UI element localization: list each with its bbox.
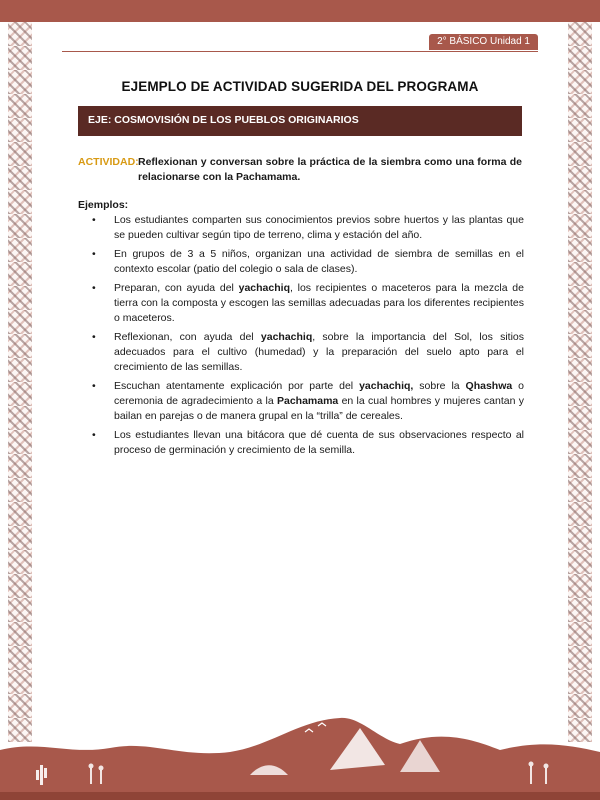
example-item bbox=[78, 213, 524, 243]
example-text: en la cual hombres y mujeres cantan y bailan en parejas o de manera grupal en la “trilla” de cereales. bbox=[114, 395, 524, 422]
andean-pattern-border-left bbox=[8, 22, 32, 742]
examples-list bbox=[78, 213, 524, 462]
example-item bbox=[78, 330, 524, 375]
example-text: Escuchan atentamente explicación por parte del bbox=[114, 380, 360, 392]
bullet-icon: • bbox=[92, 429, 96, 441]
example-text: Reflexionan, con ayuda del bbox=[114, 331, 261, 343]
example-text: En grupos de 3 a 5 niños, organizan una actividad de siembra de semillas en el contexto escolar (patio del colegio o sala de clases). bbox=[114, 248, 524, 275]
example-bold-term: Qhashwa bbox=[465, 380, 513, 392]
example-text: o ceremonia de agradecimiento a la bbox=[114, 380, 524, 407]
example-item bbox=[78, 281, 524, 326]
example-item bbox=[78, 379, 524, 424]
page-title: EJEMPLO DE ACTIVIDAD SUGERIDA DEL PROGRAMA bbox=[121, 79, 479, 94]
bullet-icon: • bbox=[92, 331, 96, 343]
example-bold-term: Pachamama bbox=[276, 395, 339, 407]
example-item bbox=[78, 247, 524, 277]
example-item bbox=[78, 428, 524, 458]
unit-divider bbox=[62, 51, 538, 52]
example-text: , los recipientes o maceteros para la mezcla de tierra con la composta y escogen las semillas adecuadas para los diferentes recipientes o maceteros. bbox=[114, 282, 524, 324]
andean-landscape-illustration bbox=[0, 710, 600, 800]
example-text: , sobre la importancia del Sol, los sitios adecuados para el cultivo (humedad) y la preparación del suelo apto para el crecimiento de las semillas. bbox=[114, 331, 525, 373]
top-band bbox=[0, 0, 600, 22]
bullet-icon: • bbox=[92, 282, 96, 294]
unit-tab: 2° BÁSICO Unidad 1 bbox=[429, 34, 538, 50]
andean-pattern-border-right bbox=[568, 22, 592, 742]
bullet-icon: • bbox=[92, 214, 96, 226]
example-text: Los estudiantes llevan una bitácora que dé cuenta de sus observaciones respecto al proceso de germinación y crecimiento de la semilla. bbox=[114, 429, 524, 456]
example-bold-term: yachachiq bbox=[238, 282, 290, 294]
bullet-icon: • bbox=[92, 248, 96, 260]
axis-banner: EJE: COSMOVISIÓN DE LOS PUEBLOS ORIGINARIOS bbox=[78, 106, 522, 136]
example-bold-term: yachachiq, bbox=[359, 380, 414, 392]
example-text: Los estudiantes comparten sus conocimientos previos sobre huertos y las plantas que se pueden cultivar según tipo de terreno, clima y estación del año. bbox=[114, 214, 524, 241]
examples-label: Ejemplos: bbox=[78, 199, 129, 211]
example-text: sobre la bbox=[413, 380, 466, 392]
activity-text: Reflexionan y conversan sobre la práctica de la siembra como una forma de relacionarse con la Pachamama. bbox=[138, 156, 522, 183]
activity-block bbox=[78, 155, 522, 185]
activity-label: ACTIVIDAD: bbox=[78, 156, 139, 168]
example-bold-term: yachachiq bbox=[260, 331, 313, 343]
bullet-icon: • bbox=[92, 380, 96, 392]
example-text: Preparan, con ayuda del bbox=[114, 282, 239, 294]
